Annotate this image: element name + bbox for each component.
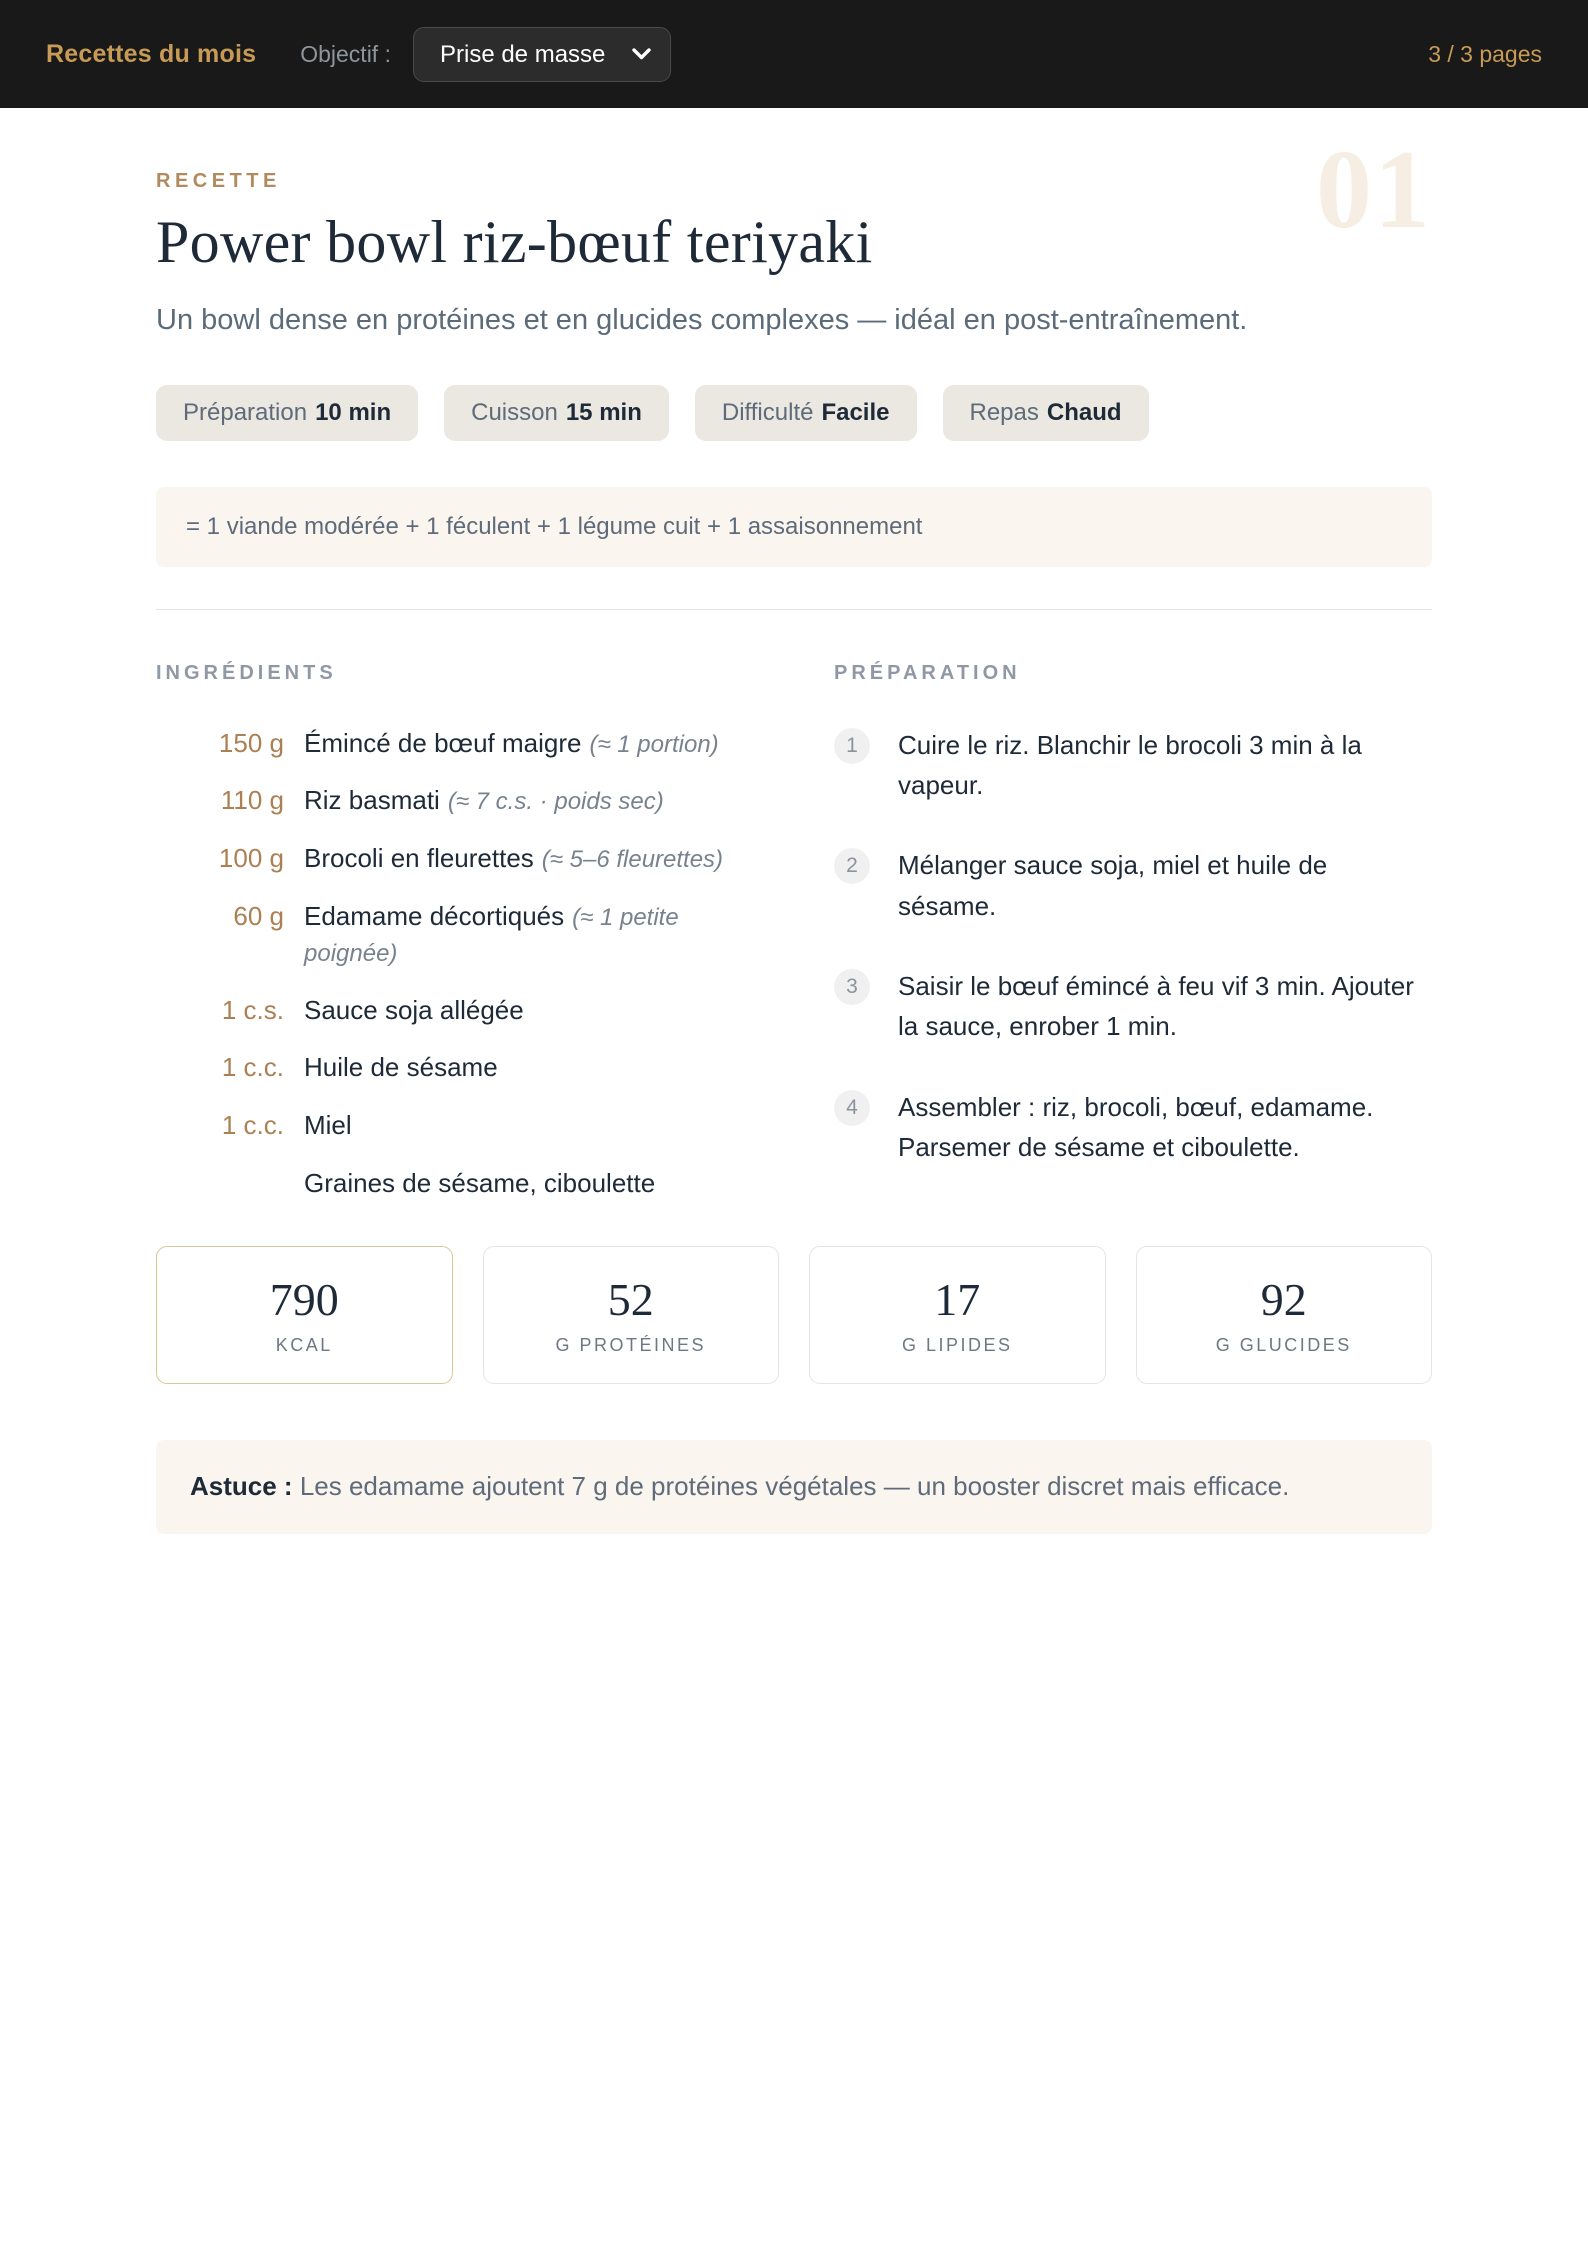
nutrition-value: 52 xyxy=(607,1274,654,1326)
step-text: Mélanger sauce soja, miel et huile de sésame. xyxy=(898,850,1328,921)
formula-banner: = 1 viande modérée + 1 féculent + 1 légume cuit + 1 assaisonnement xyxy=(156,487,1432,567)
step-row xyxy=(834,845,1432,926)
step-text: Assembler : riz, brocoli, bœuf, edamame. Parsemer de sésame et ciboulette. xyxy=(898,1091,1374,1162)
pill-value: Chaud xyxy=(1046,398,1122,426)
objective-select-wrap xyxy=(413,27,671,82)
ingredient-name: Miel xyxy=(304,1109,352,1140)
content-columns xyxy=(156,662,1432,1222)
preparation-section xyxy=(834,662,1432,1222)
ingredient-qty: 150 g xyxy=(218,727,284,758)
recipe-subtitle: Un bowl dense en protéines et en glucides complexes — idéal en post-entraînement. xyxy=(156,304,1248,337)
nutrition-label: G GLUCIDES xyxy=(1215,1335,1352,1356)
tip-banner xyxy=(156,1440,1432,1534)
ingredient-row xyxy=(156,782,754,819)
ingredient-name: Brocoli en fleurettes xyxy=(304,842,534,873)
preparation-heading: PRÉPARATION xyxy=(834,661,1021,684)
nutrition-label: KCAL xyxy=(275,1335,333,1356)
nutrition-label: G LIPIDES xyxy=(901,1335,1013,1356)
pill-value: 15 min xyxy=(565,398,642,426)
objective-select[interactable] xyxy=(413,27,671,82)
ingredient-row xyxy=(156,840,754,877)
step-number-badge: 3 xyxy=(834,969,870,1005)
section-divider xyxy=(156,609,1432,610)
ingredients-heading: INGRÉDIENTS xyxy=(156,661,337,684)
step-number-badge: 1 xyxy=(834,728,870,764)
app-title: Recettes du mois xyxy=(46,39,257,68)
nutrition-card-lipides xyxy=(809,1246,1106,1384)
ingredient-note: (≈ 1 petite poignée) xyxy=(304,903,679,968)
ingredient-note: (≈ 7 c.s. · poids sec) xyxy=(447,788,664,816)
ingredient-qty: 1 c.s. xyxy=(221,994,284,1025)
pill-label: Préparation xyxy=(183,398,308,426)
nutrition-card-proteines xyxy=(483,1246,780,1384)
ingredient-name: Émincé de bœuf maigre xyxy=(304,727,582,758)
ingredient-name: Riz basmati xyxy=(304,785,440,816)
nutrition-card-kcal xyxy=(156,1246,453,1384)
ingredient-row xyxy=(156,992,754,1029)
recipe-eyebrow: RECETTE xyxy=(156,170,281,192)
page-title: Power bowl riz-bœuf teriyaki xyxy=(156,209,873,275)
ingredient-qty: 1 c.c. xyxy=(221,1109,284,1140)
ingredient-qty: 100 g xyxy=(218,842,284,873)
step-text: Saisir le bœuf émincé à feu vif 3 min. Ajouter la sauce, enrober 1 min. xyxy=(898,970,1414,1042)
ingredient-row xyxy=(156,725,754,762)
recipe-page xyxy=(156,108,1432,1534)
step-number-badge: 2 xyxy=(834,848,870,884)
pill-repas xyxy=(943,385,1149,441)
pill-value: 10 min xyxy=(315,398,392,426)
recipe-number-watermark: 01 xyxy=(1316,128,1432,252)
nutrition-value: 790 xyxy=(269,1274,339,1326)
page-indicator: 3 / 3 pages xyxy=(1428,40,1542,67)
objective-label: Objectif : xyxy=(300,40,391,67)
step-row xyxy=(834,966,1432,1047)
pill-label: Repas xyxy=(969,398,1039,426)
tip-text: Les edamame ajoutent 7 g de protéines végétales — un booster discret mais efficace. xyxy=(299,1471,1290,1502)
pill-difficulte xyxy=(695,385,917,441)
ingredient-note: (≈ 1 portion) xyxy=(589,730,719,758)
pill-preparation xyxy=(156,385,418,441)
step-row xyxy=(834,1087,1432,1168)
step-text: Cuire le riz. Blanchir le brocoli 3 min à la vapeur. xyxy=(898,729,1362,801)
ingredient-qty: 60 g xyxy=(233,900,284,931)
nutrition-value: 92 xyxy=(1260,1274,1307,1326)
pill-value: Facile xyxy=(821,398,890,426)
ingredients-section xyxy=(156,662,754,1222)
ingredient-name: Graines de sésame, ciboulette xyxy=(304,1167,656,1198)
ingredient-name: Huile de sésame xyxy=(304,1052,498,1083)
ingredient-row xyxy=(156,1107,754,1144)
ingredient-row xyxy=(156,1049,754,1086)
ingredient-name: Sauce soja allégée xyxy=(304,994,524,1025)
pill-label: Difficulté xyxy=(721,398,814,426)
top-bar xyxy=(0,0,1588,108)
nutrition-cards xyxy=(156,1246,1432,1384)
step-row xyxy=(834,725,1432,806)
meta-pills xyxy=(156,385,1432,441)
tip-label: Astuce : xyxy=(190,1471,293,1502)
nutrition-label: G PROTÉINES xyxy=(555,1335,707,1356)
pill-cuisson xyxy=(444,385,669,441)
objective-control xyxy=(300,27,671,82)
ingredient-note: (≈ 5–6 fleurettes) xyxy=(541,845,724,873)
nutrition-card-glucides xyxy=(1136,1246,1433,1384)
ingredient-row xyxy=(156,898,754,971)
pill-label: Cuisson xyxy=(471,398,558,426)
step-number-badge: 4 xyxy=(834,1090,870,1126)
ingredient-qty: 1 c.c. xyxy=(221,1052,284,1083)
ingredient-name: Edamame décortiqués xyxy=(304,900,565,931)
ingredient-row xyxy=(156,1165,754,1202)
nutrition-value: 17 xyxy=(934,1274,981,1326)
ingredient-qty: 110 g xyxy=(220,785,284,816)
